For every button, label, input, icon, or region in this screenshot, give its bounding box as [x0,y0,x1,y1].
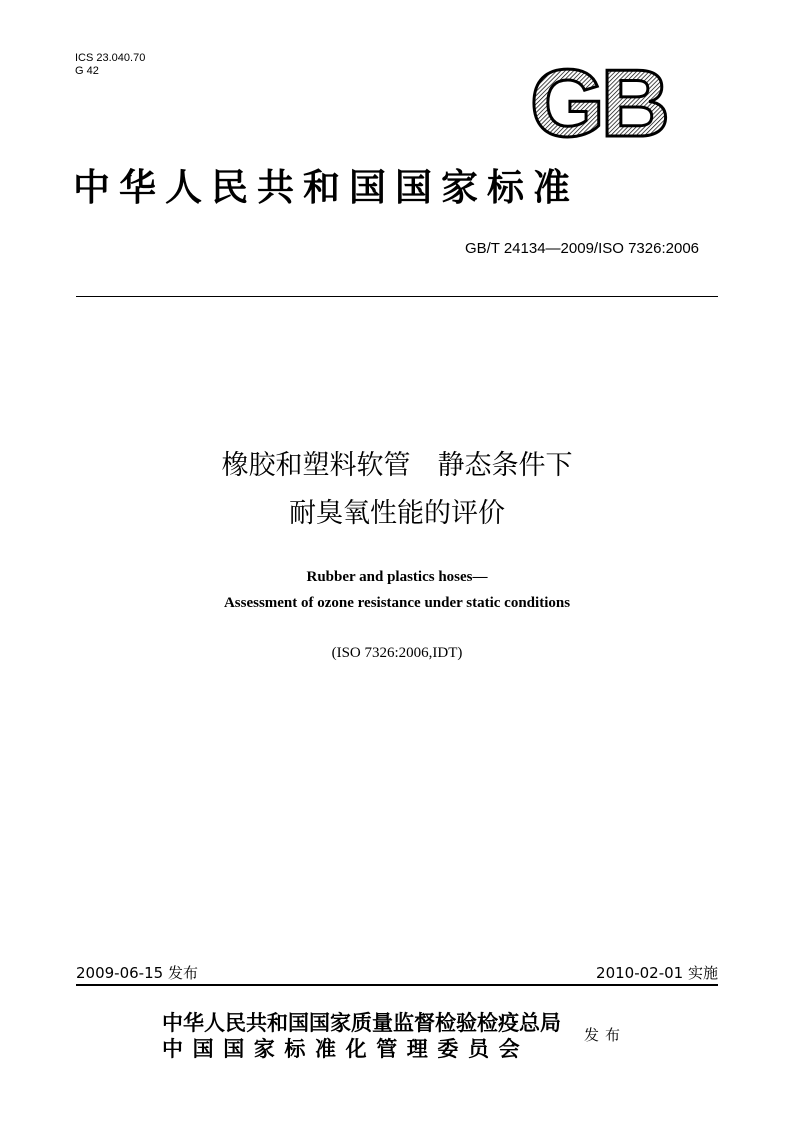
header-divider [76,296,718,297]
issuer-line-1: 中华人民共和国国家质量监督检验检疫总局 [162,1010,561,1035]
effective-date: 2010-02-01 实施 [596,964,718,982]
issue-date: 2009-06-15 发布 [76,964,198,982]
issuer-line-2: 中国国家标准化管理委员会 [162,1036,530,1061]
gb-logo-text: GB [530,60,666,142]
chinese-title-line-2: 耐臭氧性能的评价 [289,498,505,529]
adoption-note: (ISO 7326:2006,IDT) [331,645,463,661]
footer-divider [76,984,718,986]
english-title-line-1: Rubber and plastics hoses— [306,569,488,585]
classification-codes [75,52,145,78]
ccs-code: G 42 [75,65,99,77]
national-standard-title: 中华人民共和国国家标准 [73,165,579,209]
chinese-title-line-1: 橡胶和塑料软管 静态条件下 [221,450,573,481]
gb-logo [516,60,676,142]
english-title-line-2: Assessment of ozone resistance under static conditions [223,595,571,611]
ics-code: ICS 23.040.70 [75,52,146,64]
publish-label: 发布 [584,1026,627,1044]
standard-number: GB/T 24134—2009/ISO 7326:2006 [464,240,699,257]
